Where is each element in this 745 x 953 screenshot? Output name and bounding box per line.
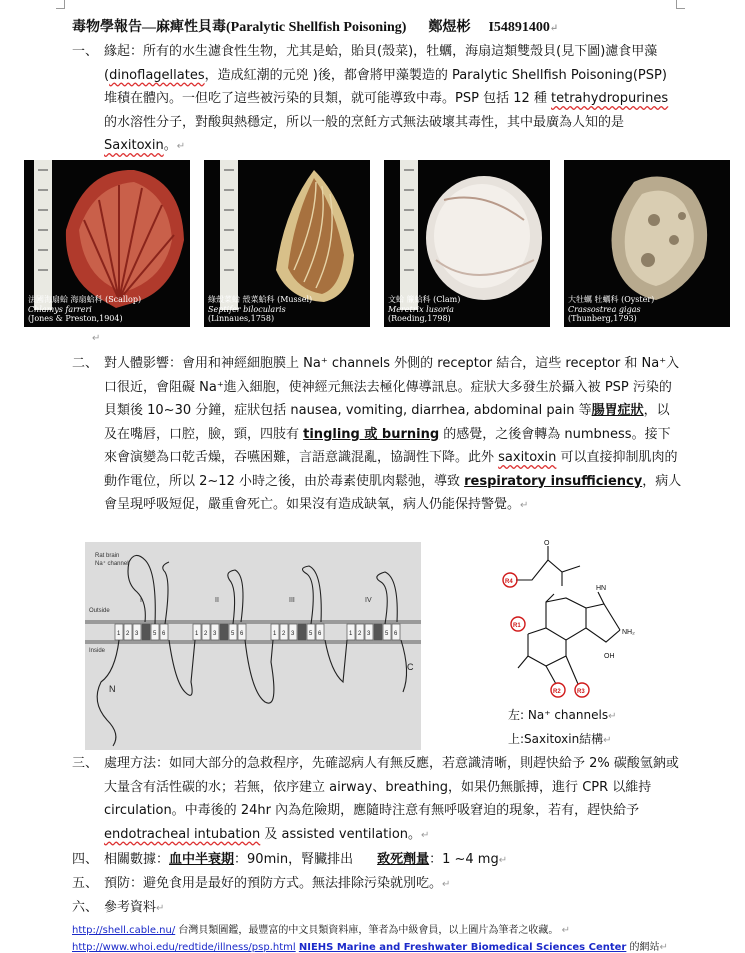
svg-text:3: 3 (291, 631, 295, 637)
mussel-photo (204, 160, 370, 327)
svg-text:OH: OH (604, 653, 615, 660)
svg-text:1: 1 (117, 631, 121, 637)
svg-text:2: 2 (204, 631, 208, 637)
svg-text:R4: R4 (505, 579, 513, 585)
svg-text:2: 2 (282, 631, 286, 637)
svg-text:HN: HN (596, 585, 607, 592)
svg-text:III: III (289, 597, 295, 604)
section-text: 相關數據：血中半衰期：90min，腎臟排出 致死劑量：1 ~4 mg↵ (104, 852, 508, 867)
svg-text:6: 6 (318, 631, 322, 637)
sodium-channel-image (85, 542, 421, 750)
svg-text:C: C (407, 662, 414, 672)
half-life-label: 血中半衰期 (169, 852, 235, 867)
svg-text:6: 6 (162, 631, 166, 637)
section-number: 三、 (72, 756, 99, 771)
section-treatment (72, 752, 682, 847)
svg-text:II: II (215, 597, 219, 604)
section-number: 四、 (72, 852, 99, 867)
svg-text:IV: IV (365, 597, 372, 604)
svg-text:I: I (140, 597, 142, 604)
section-text: 參考資料↵ (104, 900, 165, 915)
scallop-caption: 法國海扇蛤 海扇蛤科 (Scallop) Chlamys farreri (Jones & Preston,1904) (28, 295, 142, 324)
crop-mark-top-right (676, 0, 685, 9)
svg-text:R2: R2 (553, 689, 561, 695)
lethal-dose-label: 致死劑量 (377, 852, 430, 867)
section-number: 一、 (72, 44, 99, 59)
svg-text:2: 2 (126, 631, 130, 637)
svg-text:1: 1 (273, 631, 277, 637)
oyster-photo (564, 160, 730, 327)
section-text: 預防：避免食用是最好的預防方式。無法排除污染就別吃。↵ (104, 876, 451, 891)
reference-link[interactable]: http://www.whoi.edu/redtide/illness/psp.html (72, 942, 296, 953)
section-number: 六、 (72, 900, 99, 915)
clam-photo (384, 160, 550, 327)
crop-mark-top-left (56, 0, 65, 9)
reference-1: http://shell.cable.nu/ 台灣貝類圖鑑，最豐富的中文貝類資料庫，筆者為中級會員，以上圖片為筆者之收藏。 ↵ (72, 925, 570, 936)
svg-text:Outside: Outside (89, 608, 110, 614)
author-name: 鄭煜彬 (428, 20, 471, 35)
paragraph-mark: ↵ (92, 333, 101, 344)
section-data (72, 848, 692, 873)
section-text: 緣起：所有的水生濾食性生物，尤其是蛤，貽貝(殼菜)，牡蠣，海扇這類雙殼貝(見下圖)濾食甲藻(dinoflagellates，造成紅潮的元兇 )後，都會將甲藻製造的 Paralytic Shellfish Poisoning(PSP) 堆積在體內。一但吃了這些被污染的貝類，就可能導致中毒。PSP 包括 12 種 tetrahydropurines 的水溶性分子，對酸與熱穩定，所以一般的烹飪方式無法破壞其毒性，其中最廣為人知的是 Saxitoxin。↵ (104, 44, 669, 153)
figure-caption-right: 上:Saxitoxin結構↵ (508, 732, 612, 746)
clam-caption: 文蛤 簾蛤科 (Clam) Meretrix lusoria (Roeding,1798) (388, 295, 461, 324)
svg-text:1: 1 (195, 631, 199, 637)
svg-text:2: 2 (358, 631, 362, 637)
svg-text:R1: R1 (513, 623, 521, 629)
svg-text:5: 5 (309, 631, 313, 637)
saxitoxin-structure-image (488, 538, 638, 703)
svg-text:5: 5 (231, 631, 235, 637)
reference-link[interactable]: http://shell.cable.nu/ (72, 925, 176, 936)
svg-text:6: 6 (240, 631, 244, 637)
svg-text:N: N (109, 684, 116, 694)
reference-2: http://www.whoi.edu/redtide/illness/psp.html NIEHS Marine and Freshwater Biomedical Sciences Center 的網站↵ (72, 942, 668, 953)
svg-text:R3: R3 (577, 689, 585, 695)
section-references (72, 896, 692, 921)
svg-text:Inside: Inside (89, 648, 106, 654)
saxitoxin-structure (488, 538, 638, 703)
student-id: I54891400 (488, 20, 550, 35)
svg-text:NH₂: NH₂ (622, 629, 635, 636)
oyster-caption: 大牡蠣 牡蠣科 (Oyster) Crassostrea gigas (Thunberg,1793) (568, 295, 655, 324)
svg-text:3: 3 (367, 631, 371, 637)
section-origin (72, 40, 682, 159)
svg-text:Na⁺ channel: Na⁺ channel (95, 561, 129, 567)
svg-text:3: 3 (213, 631, 217, 637)
section-number: 五、 (72, 876, 99, 891)
svg-text:O: O (544, 540, 550, 547)
figure-caption-left: 左: Na⁺ channels↵ (508, 708, 617, 722)
scallop-photo (24, 160, 190, 327)
section-text: 對人體影響：會用和神經細胞膜上 Na⁺ channels 外側的 receptor 結合，這些 receptor 和 Na⁺入口很近，會阻礙 Na⁺進入細胞，使神經元無法去極化傳導訊息。症狀大多發生於攝入被 PSP 污染的貝類後 10~30 分鐘，症狀包括 nausea, vomiting, diarrhea, abdominal pain 等腸胃症狀，以及在嘴唇，口腔，臉，頸，四肢有 tingling 或 burning 的感覺，之後會轉為 numbness。接下來會演變為口乾舌燥，吞嚥困難，言語意識混亂，協調性下降。此外 saxitoxin 可以直接抑制肌肉的動作電位，所以 2~12 小時之後，由於毒素使肌肉鬆弛，導致 respiratory insufficiency，病人會呈現呼吸短促，嚴重會死亡。如果沒有造成缺氧，病人仍能保持警覺。↵ (104, 356, 682, 512)
section-effects (72, 352, 682, 518)
section-number: 二、 (72, 356, 99, 371)
report-title: 毒物學報告—麻痺性貝毒(Paralytic Shellfish Poisoning) (72, 20, 407, 35)
svg-text:5: 5 (385, 631, 389, 637)
sodium-channel-diagram (85, 542, 421, 750)
section-prevention (72, 872, 692, 897)
mussel-caption: 綠殼菜蛤 殼菜蛤科 (Mussel) Septifer bilocularis (Linnaues,1758) (208, 295, 313, 324)
svg-text:6: 6 (394, 631, 398, 637)
section-text: 處理方法：如同大部分的急救程序，先確認病人有無反應，若意識清晰，則趕快給予 2% 碳酸氫鈉或大量含有活性碳的水；若無，依序建立 airway、breathing，如果仍無脈搏，進行 CPR 以維持 circulation。中毒後的 24hr 內為危險期，應隨時注意有無呼吸窘迫的現象，若有，趕快給予 endotracheal intubation 及 assisted ventilation。↵ (104, 756, 679, 842)
svg-text:5: 5 (153, 631, 157, 637)
svg-text:3: 3 (135, 631, 139, 637)
svg-text:Rat brain: Rat brain (95, 553, 120, 559)
svg-text:1: 1 (349, 631, 353, 637)
page-title: 毒物學報告—麻痺性貝毒(Paralytic Shellfish Poisoning) 鄭煜彬 I54891400↵ (72, 20, 559, 35)
